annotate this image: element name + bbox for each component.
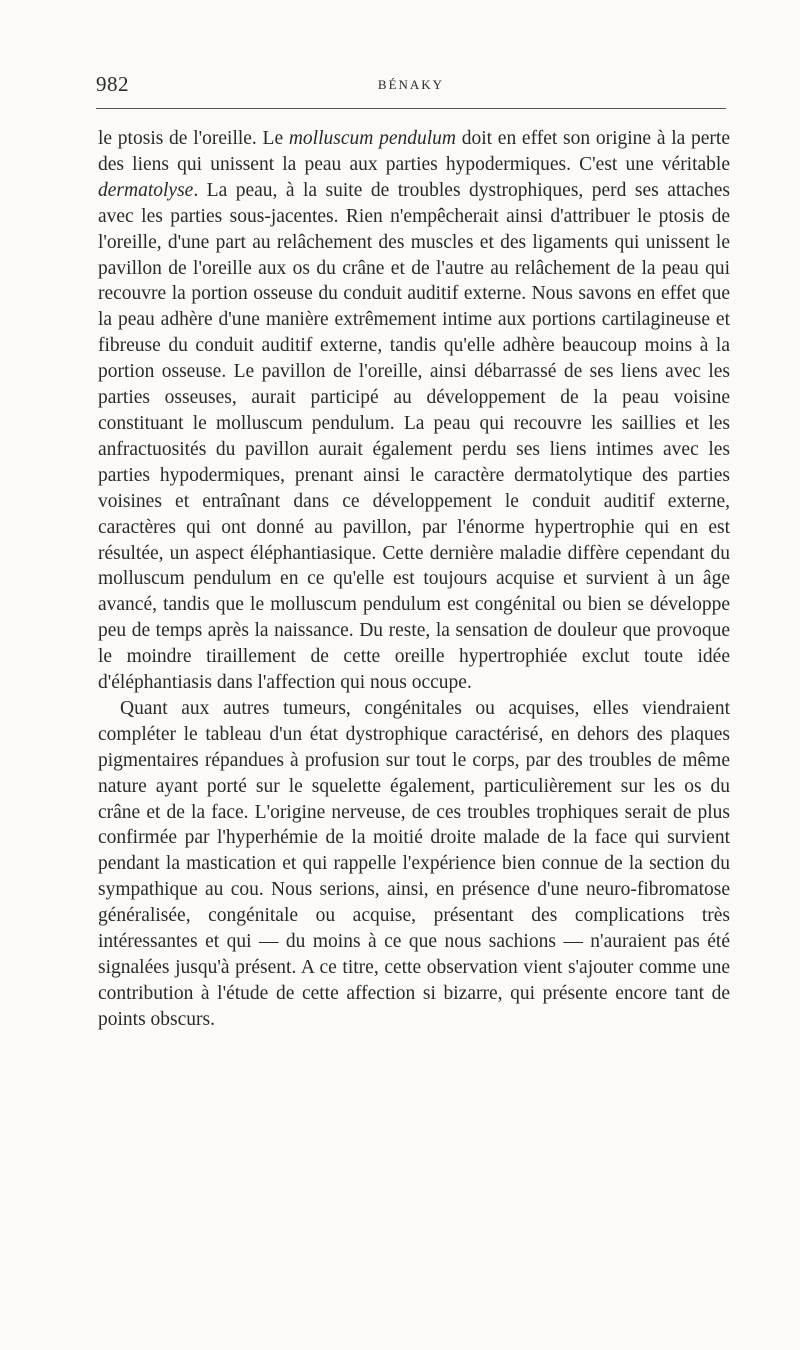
page-header	[96, 72, 726, 98]
paragraph-1-italic-b: dermatolyse	[98, 179, 194, 201]
body-text	[98, 126, 730, 1033]
paragraph-1-text-b: doit en effet son origine à la perte des liens qui unissent la peau aux parties hypodermiques. C'est une véritable	[98, 128, 730, 175]
running-head: BÉNAKY	[377, 77, 445, 92]
paragraph-2: Quant aux autres tumeurs, congénitales ou acquises, elles viendraient compléter le tableau d'un état dystrophique caractérisé, en dehors des plaques pigmentaires répandues à profusion sur tout le corps, par des troubles de même nature ayant porté sur le squelette également, particulièrement sur les os du crâne et de la face. L'origine nerveuse, de ces troubles trophiques serait de plus confirmée par l'hyperhémie de la moitié droite malade de la face qui survient pendant la mastication et qui rappelle l'expérience bien connue de la section du sympathique au cou. Nous serions, ainsi, en présence d'une neuro-fibromatose généralisée, congénitale ou acquise, présentant des complications très intéressantes et qui — du moins à ce que nous sachions — n'auraient pas été signalées jusqu'à présent. A ce titre, cette observation vient s'ajouter comme une contribution à l'étude de cette affection si bizarre, qui présente encore tant de points obscurs.	[98, 697, 730, 1030]
header-rule	[96, 108, 726, 109]
paragraph-1	[98, 126, 730, 696]
paragraph-1-text-a: le ptosis de l'oreille. Le	[98, 128, 289, 149]
paragraph-1-italic-a: molluscum pendulum	[288, 128, 456, 149]
page-number: 982	[96, 72, 129, 96]
paragraph-1-text-c: . La peau, à la suite de troubles dystrophiques, perd ses attaches avec les parties sous-jacentes. Rien n'empêcherait ainsi d'attribuer le ptosis de l'oreille, d'une part au relâchement des muscles et des ligaments qui unissent le pavillon de l'oreille aux os du crâne et de l'autre au relâchement de la peau qui recouvre la portion osseuse du conduit auditif externe. Nous savons en effet que la peau adhère d'une manière extrêmement intime aux portions cartilagineuse et fibreuse du conduit auditif externe, tandis qu'elle adhère beaucoup moins à la portion osseuse. Le pavillon de l'oreille, ainsi débarrassé de ses liens avec les parties osseuses, aurait participé au développement de la peau voisine constituant le molluscum pendulum. La peau qui recouvre les saillies et les anfractuosités du pavillon aurait également perdu ses liens intimes avec les parties hypodermiques, prenant ainsi le caractère dermatolytique des parties voisines et entraînant dans ce développement le conduit auditif externe, caractères qui ont donné au pavillon, par l'énorme hypertrophie qui en est résultée, un aspect éléphantiasique. Cette dernière maladie diffère cependant du molluscum pendulum en ce qu'elle est toujours acquise et survient à un âge avancé, tandis que le molluscum pendulum est congénital ou bien se développe peu de temps après la naissance. Du reste, la sensation de douleur que provoque le moindre tiraillement de cette oreille hypertrophiée exclut toute idée d'éléphantiasis dans l'affection qui nous occupe.	[98, 179, 730, 694]
